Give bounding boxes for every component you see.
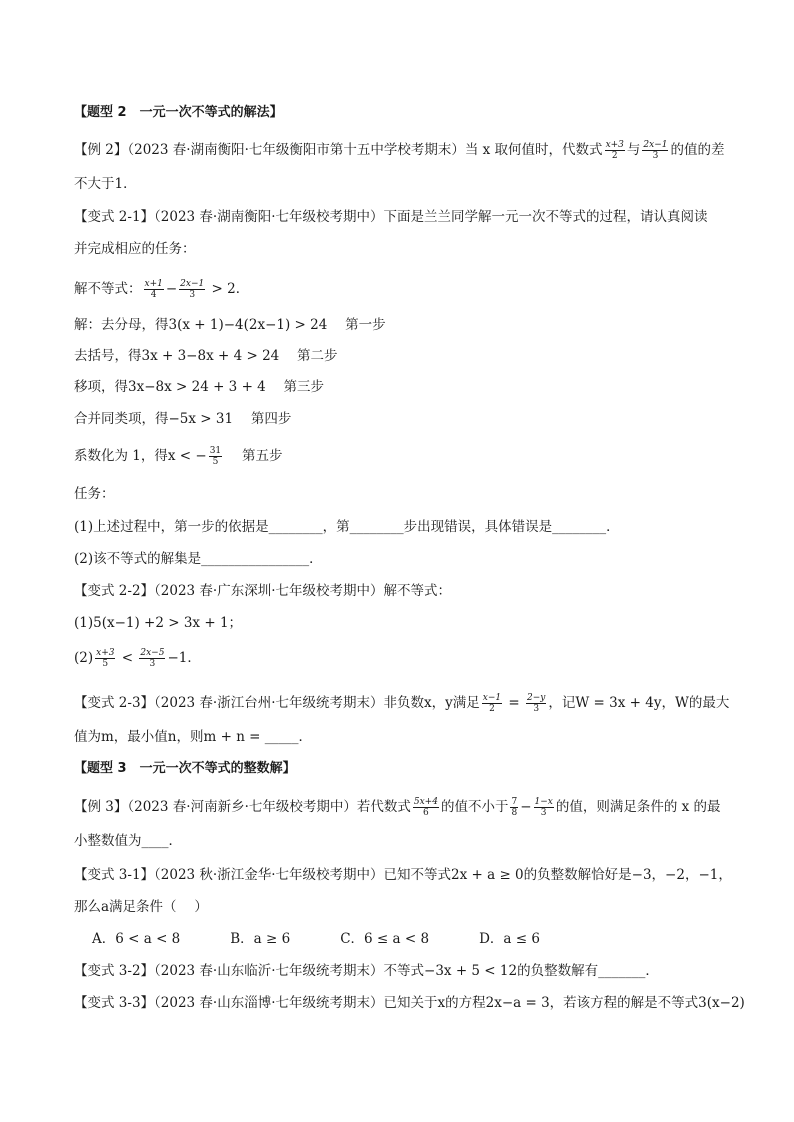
variant33: 【变式 3-3】（2023 春·山东淄博·七年级统考期末）已知关于x的方程2x−a = 3，若该方程的解是不等式3(x−2): [74, 995, 745, 1011]
answer-options: [92, 930, 734, 948]
option-a[interactable]: A．6 < a < 8: [92, 931, 181, 947]
solution-step1: 解：去分母，得3(x + 1)−4(2x−1) > 24 第一步: [74, 317, 386, 333]
variant31-line2: 那么a满足条件（ ）: [74, 899, 208, 915]
fraction: $\frac{1-x}{3}$: [534, 797, 553, 818]
fraction: $\frac{2x-5}{3}$: [140, 648, 165, 669]
fraction: $\frac{7}{8}$: [511, 797, 518, 818]
variant31-line1: 【变式 3-1】（2023 秋·浙江金华·七年级校考期中）已知不等式2x + a ≥ 0的负整数解恰好是−3，−2，−1，: [74, 867, 732, 883]
example2-text: 【例 2】（2023 春·湖南衡阳·七年级衡阳市第十五中学校考期末）当 x 取何值时，代数式: [74, 142, 603, 158]
fraction: $\frac{x+1}{4}$: [144, 279, 163, 300]
variant22-line1: 【变式 2-2】（2023 春·广东深圳·七年级校考期中）解不等式：: [74, 583, 452, 599]
solution-step3: 移项，得3x−8x > 24 + 3 + 4 第三步: [74, 379, 325, 395]
fraction: $\frac{x-1}{2}$: [482, 693, 502, 714]
variant23-line1: 【变式 2-3】（2023 春·浙江台州·七年级统考期末）非负数x，y满足 $\frac{x-1}{2}$ = $\frac{2-y}{3}$ ，记W = 3x + 4y，W的最大: [74, 693, 730, 714]
example2-line2: 不大于1．: [74, 176, 137, 192]
fraction: $\frac{2-y}{3}$: [527, 693, 546, 714]
solution-step5: 系数化为 1，得x < − $\frac{31}{5}$ 第五步: [74, 446, 283, 467]
fraction: $\frac{x+3}{2}$: [605, 140, 624, 161]
solution-step2: 去括号，得3x + 3−8x + 4 > 24 第二步: [74, 348, 338, 364]
fraction: $\frac{5x+4}{6}$: [413, 797, 438, 818]
option-b[interactable]: B．a ≥ 6: [230, 931, 291, 947]
variant32: 【变式 3-2】（2023 春·山东临沂·七年级统考期末）不等式−3x + 5 < 12的负整数解有_______．: [74, 963, 659, 979]
variant22-part2: (2) $\frac{x+3}{5}$ < $\frac{2x-5}{3}$ −1．: [74, 648, 201, 669]
example3-line2: 小整数值为____．: [74, 833, 182, 849]
example2-line1: 【例 2】（2023 春·湖南衡阳·七年级衡阳市第十五中学校考期末）当 x 取何值时，代数式 $\frac{x+3}{2}$ 与 $\frac{2x-1}{3}$ 的值的差: [74, 140, 725, 161]
fraction: $\frac{31}{5}$: [209, 446, 222, 467]
task-label: 任务：: [74, 486, 115, 502]
option-c[interactable]: C．6 ≤ a < 8: [340, 931, 430, 947]
section-header-type2: 【题型 2 一元一次不等式的解法】: [74, 105, 283, 120]
inequality-statement: 解不等式： $\frac{x+1}{4}$ − $\frac{2x-1}{3}$ > 2．: [74, 279, 250, 300]
option-d[interactable]: D．a ≤ 6: [479, 931, 540, 947]
variant22-part1: (1)5(x−1) +2 > 3x + 1；: [74, 615, 243, 631]
variant23-line2: 值为m，最小值n，则m + n = _____．: [74, 729, 313, 745]
task-1: (1)上述过程中，第一步的依据是________，第________步出现错误，具体错误是________．: [74, 519, 620, 535]
solution-step4: 合并同类项，得−5x > 31 第四步: [74, 411, 292, 427]
variant21-line1: 【变式 2-1】（2023 春·湖南衡阳·七年级校考期中）下面是兰兰同学解一元一次不等式的过程，请认真阅读: [74, 209, 708, 225]
variant21-line2: 并完成相应的任务：: [74, 241, 196, 257]
fraction: $\frac{2x-1}{3}$: [180, 279, 205, 300]
fraction: $\frac{x+3}{5}$: [96, 648, 115, 669]
example3-line1: 【例 3】（2023 春·河南新乡·七年级校考期中）若代数式 $\frac{5x+4}{6}$ 的值不小于 $\frac{7}{8}$ − $\frac{1-x}{3}$ 的值，则满足条件的 x 的最: [74, 797, 721, 818]
fraction: $\frac{2x-1}{3}$: [643, 140, 668, 161]
task-2: (2)该不等式的解集是________________．: [74, 551, 323, 567]
section-header-type3: 【题型 3 一元一次不等式的整数解】: [74, 761, 296, 776]
